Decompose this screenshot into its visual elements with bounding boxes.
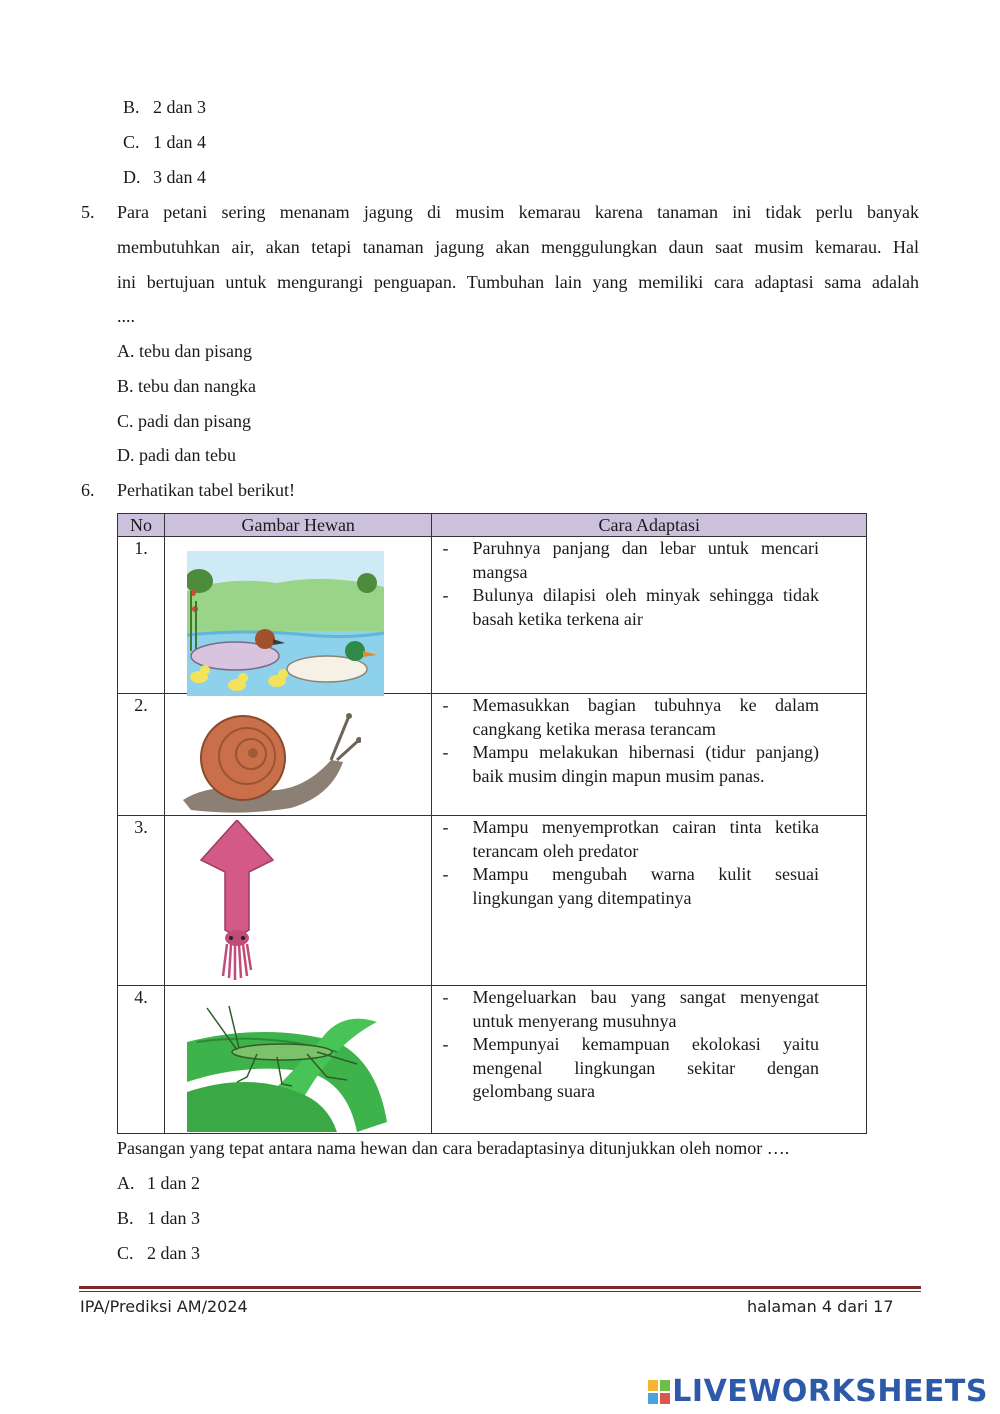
table-header-row xyxy=(118,514,867,537)
adaptation-text: Mempunyai kemampuan ekolokasi yaitu mengenal lingkungan sekitar dengan gelombang suara xyxy=(472,1034,819,1101)
option-d[interactable]: D. padi dan tebu xyxy=(117,445,236,465)
row-number: 1. xyxy=(118,537,165,694)
option-b xyxy=(123,96,206,118)
adaptation-cell xyxy=(432,537,867,694)
adaptation-item xyxy=(442,816,819,863)
row-number: 3. xyxy=(118,816,165,986)
adaptation-text: Mampu melakukan hibernasi (tidur panjang) baik musim dingin mapun musim panas. xyxy=(472,742,819,786)
bullet-dash: - xyxy=(442,987,449,1007)
table-row xyxy=(118,816,867,986)
adaptation-table xyxy=(117,513,867,1134)
question-text-line: ini bertujuan untuk mengurangi penguapan. Tumbuhan lain yang memiliki cara adaptasi sama adalah xyxy=(117,272,919,292)
option-text: 1 dan 3 xyxy=(147,1208,200,1228)
option-label: B. xyxy=(123,97,140,117)
header-no: No xyxy=(118,514,165,537)
option-label: C. xyxy=(123,132,140,152)
row-number: 4. xyxy=(118,986,165,1134)
option-label: A. xyxy=(117,1173,135,1193)
adaptation-text: Mampu menyemprotkan cairan tinta ketika terancam oleh predator xyxy=(472,817,819,861)
bullet-dash: - xyxy=(442,817,449,837)
adaptation-text: Bulunya dilapisi oleh minyak sehingga tidak basah ketika terkena air xyxy=(472,585,819,629)
table-row xyxy=(118,694,867,816)
grasshopper-image xyxy=(187,1002,387,1132)
question-stem: Perhatikan tabel berikut! xyxy=(117,480,295,500)
bullet-dash: - xyxy=(442,864,449,884)
adaptation-text: Mengeluarkan bau yang sangat menyengat untuk menyerang musuhnya xyxy=(472,987,819,1031)
animal-picture-cell xyxy=(164,537,432,694)
option-c[interactable]: C. padi dan pisang xyxy=(117,411,251,431)
adaptation-item xyxy=(442,863,819,910)
header-animal-picture: Gambar Hewan xyxy=(164,514,432,537)
adaptation-cell xyxy=(432,986,867,1134)
squid-image xyxy=(197,820,277,980)
adaptation-text: Memasukkan bagian tubuhnya ke dalam cangkang ketika merasa terancam xyxy=(472,695,819,739)
snail-image xyxy=(181,710,361,814)
adaptation-item xyxy=(442,1033,819,1104)
option-label: D. xyxy=(123,167,141,187)
option-text: 2 dan 3 xyxy=(147,1243,200,1263)
option-text: 1 dan 4 xyxy=(153,132,206,152)
table-row xyxy=(118,986,867,1134)
adaptation-cell xyxy=(432,694,867,816)
adaptation-text: Paruhnya panjang dan lebar untuk mencari mangsa xyxy=(472,538,819,582)
option-text: 2 dan 3 xyxy=(153,97,206,117)
animal-picture-cell xyxy=(164,986,432,1134)
option-c xyxy=(123,131,206,153)
question-text-line: .... xyxy=(117,306,135,326)
option-text: 3 dan 4 xyxy=(153,167,206,187)
adaptation-item xyxy=(442,694,819,741)
liveworksheets-logo-icon xyxy=(648,1380,670,1404)
option-b[interactable] xyxy=(117,1207,200,1229)
row-number: 2. xyxy=(118,694,165,816)
adaptation-item xyxy=(442,537,819,584)
header-adaptation: Cara Adaptasi xyxy=(432,514,867,537)
footer-divider xyxy=(79,1286,921,1289)
bullet-dash: - xyxy=(442,695,449,715)
question-number: 5. xyxy=(81,202,95,222)
brand-name: LIVEWORKSHEETS xyxy=(672,1374,988,1409)
adaptation-item xyxy=(442,986,819,1033)
question-text-line: Para petani sering menanam jagung di musim kemarau karena tanaman ini tidak perlu banyak xyxy=(117,202,919,222)
footer-divider-thin xyxy=(79,1291,921,1292)
question-number: 6. xyxy=(81,480,95,500)
adaptation-cell xyxy=(432,816,867,986)
animal-picture-cell xyxy=(164,694,432,816)
adaptation-item xyxy=(442,741,819,788)
footer-left-text: IPA/Prediksi AM/2024 xyxy=(80,1297,248,1316)
option-c[interactable] xyxy=(117,1242,200,1264)
option-d xyxy=(123,166,206,188)
question-text-line: membutuhkan air, akan tetapi tanaman jagung akan menggulungkan daun saat musim kemarau. Hal xyxy=(117,237,919,257)
bullet-dash: - xyxy=(442,538,449,558)
question-text: Pasangan yang tepat antara nama hewan dan cara beradaptasinya ditunjukkan oleh nomor …. xyxy=(117,1138,790,1158)
option-label: B. xyxy=(117,1208,134,1228)
option-b[interactable]: B. tebu dan nangka xyxy=(117,376,256,396)
table-row xyxy=(118,537,867,694)
option-text: 1 dan 2 xyxy=(147,1173,200,1193)
page-number: halaman 4 dari 17 xyxy=(747,1297,894,1316)
animal-picture-cell xyxy=(164,816,432,986)
option-label: C. xyxy=(117,1243,134,1263)
option-a[interactable]: A. tebu dan pisang xyxy=(117,341,252,361)
bullet-dash: - xyxy=(442,742,449,762)
adaptation-item xyxy=(442,584,819,631)
liveworksheets-logo xyxy=(648,1374,988,1409)
adaptation-text: Mampu mengubah warna kulit sesuai lingkungan yang ditempatinya xyxy=(472,864,819,908)
duck-image xyxy=(187,551,387,696)
bullet-dash: - xyxy=(442,585,449,605)
bullet-dash: - xyxy=(442,1034,449,1054)
option-a[interactable] xyxy=(117,1172,200,1194)
